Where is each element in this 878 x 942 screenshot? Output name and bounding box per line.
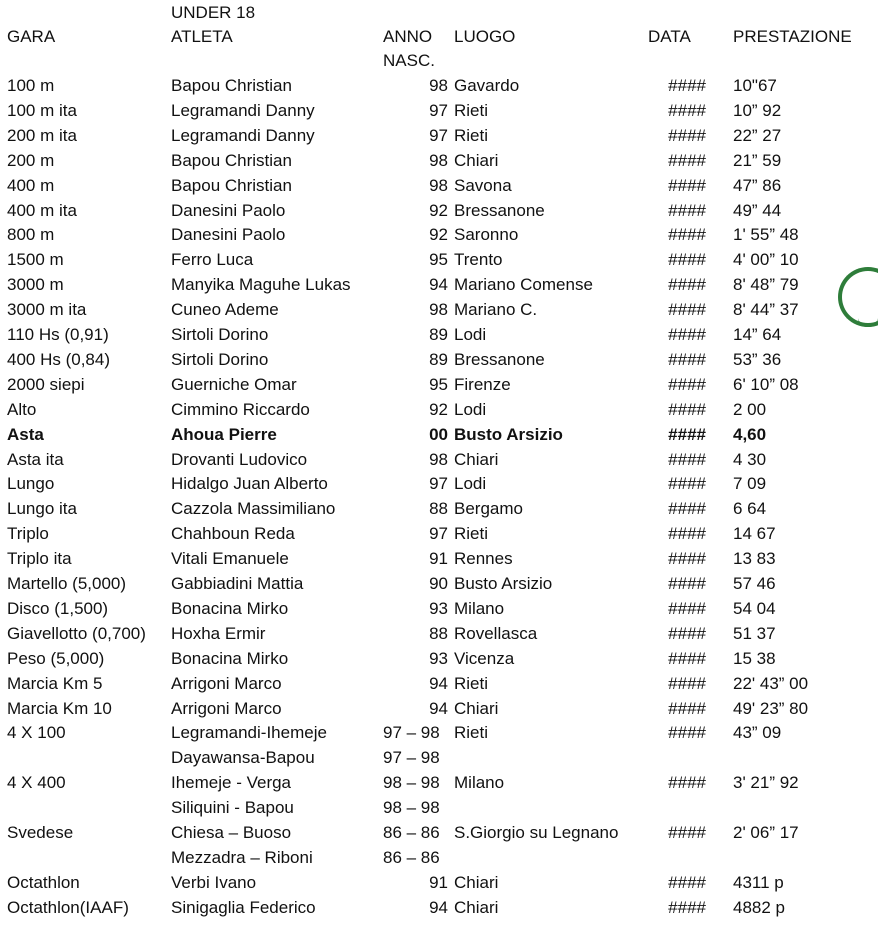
- anno-cell: 95: [429, 250, 448, 269]
- category-label: UNDER 18: [171, 3, 256, 22]
- anno-cell: 86 – 86: [383, 848, 440, 867]
- data-cell: ####: [668, 325, 706, 344]
- prestazione-cell: 1' 55” 48: [733, 225, 799, 244]
- gara-cell: 100 m ita: [7, 101, 77, 120]
- header-data: DATA: [648, 27, 691, 46]
- atleta-cell: Bapou Christian: [171, 151, 292, 170]
- prestazione-cell: 13 83: [733, 549, 776, 568]
- prestazione-cell: 49' 23” 80: [733, 699, 809, 718]
- data-cell: ####: [668, 599, 706, 618]
- prestazione-cell: 8' 48” 79: [733, 275, 799, 294]
- gara-cell: Peso (5,000): [7, 649, 105, 668]
- data-cell: ####: [668, 350, 706, 369]
- prestazione-cell: 51 37: [733, 624, 776, 643]
- anno-cell: 98: [429, 300, 448, 319]
- anno-cell: 92: [429, 225, 448, 244]
- data-cell: ####: [668, 499, 706, 518]
- gara-cell: Asta: [7, 425, 44, 444]
- atleta-cell: Danesini Paolo: [171, 225, 286, 244]
- prestazione-cell: 7 09: [733, 474, 767, 493]
- header-atleta: ATLETA: [171, 27, 233, 46]
- anno-cell: 88: [429, 499, 448, 518]
- prestazione-cell: 3' 21” 92: [733, 773, 799, 792]
- atleta-cell: Ferro Luca: [171, 250, 254, 269]
- atleta-cell: Bapou Christian: [171, 176, 292, 195]
- gara-cell: 400 m: [7, 176, 55, 195]
- atleta-cell: Verbi Ivano: [171, 873, 257, 892]
- luogo-cell: Lodi: [454, 400, 487, 419]
- header-prestazione: PRESTAZIONE: [733, 27, 852, 46]
- anno-cell: 93: [429, 649, 448, 668]
- luogo-cell: Rennes: [454, 549, 513, 568]
- gara-cell: 800 m: [7, 225, 55, 244]
- anno-cell: 98: [429, 151, 448, 170]
- gara-cell: Octathlon(IAAF): [7, 898, 129, 917]
- gara-cell: Octathlon: [7, 873, 80, 892]
- prestazione-cell: 47” 86: [733, 176, 782, 195]
- luogo-cell: Rieti: [454, 524, 489, 543]
- data-cell: ####: [668, 425, 706, 444]
- data-cell: ####: [668, 275, 706, 294]
- gara-cell: 1500 m: [7, 250, 64, 269]
- atleta-cell: Chahboun Reda: [171, 524, 295, 543]
- anno-cell: 88: [429, 624, 448, 643]
- data-cell: [640, 846, 706, 870]
- luogo-cell: Rieti: [454, 723, 489, 742]
- anno-cell: 92: [429, 400, 448, 419]
- gara-cell: Marcia Km 5: [7, 674, 103, 693]
- atleta-cell: Sinigaglia Federico: [171, 898, 316, 917]
- anno-cell: 92: [429, 201, 448, 220]
- prestazione-cell: 4882 p: [733, 898, 785, 917]
- atleta-cell: Drovanti Ludovico: [171, 450, 308, 469]
- anno-cell: 98: [429, 76, 448, 95]
- gara-cell: 3000 m: [7, 275, 64, 294]
- luogo-cell: Savona: [454, 176, 512, 195]
- gara-cell: Martello (5,000): [7, 574, 127, 593]
- luogo-cell: Bressanone: [454, 201, 545, 220]
- gara-cell: Marcia Km 10: [7, 699, 112, 718]
- anno-cell: 89: [429, 350, 448, 369]
- luogo-cell: Firenze: [454, 375, 511, 394]
- atleta-cell: Hoxha Ermir: [171, 624, 266, 643]
- anno-cell: 90: [429, 574, 448, 593]
- prestazione-cell: 57 46: [733, 574, 776, 593]
- luogo-cell: S.Giorgio su Legnano: [454, 823, 619, 842]
- prestazione-cell: 14” 64: [733, 325, 782, 344]
- prestazione-cell: 15 38: [733, 649, 776, 668]
- data-cell: ####: [668, 176, 706, 195]
- atleta-cell: Bonacina Mirko: [171, 649, 289, 668]
- gara-cell: 400 Hs (0,84): [7, 350, 110, 369]
- gara-cell: Svedese: [7, 823, 74, 842]
- prestazione-cell: 4 30: [733, 450, 767, 469]
- atleta-cell: Legramandi Danny: [171, 101, 315, 120]
- atleta-cell: Bonacina Mirko: [171, 599, 289, 618]
- anno-cell: 95: [429, 375, 448, 394]
- luogo-cell: [454, 846, 650, 870]
- gara-cell: 110 Hs (0,91): [7, 325, 109, 344]
- atleta-cell: Arrigoni Marco: [171, 699, 282, 718]
- atleta-cell: Danesini Paolo: [171, 201, 286, 220]
- gara-cell: 3000 m ita: [7, 300, 87, 319]
- anno-cell: 97 – 98: [383, 723, 440, 742]
- header-luogo: LUOGO: [454, 27, 516, 46]
- gara-cell: Lungo ita: [7, 499, 77, 518]
- luogo-cell: Milano: [454, 599, 505, 618]
- data-cell: ####: [668, 524, 706, 543]
- gara-cell: 200 m ita: [7, 126, 77, 145]
- anno-cell: 98 – 98: [383, 773, 440, 792]
- prestazione-cell: 4' 00” 10: [733, 250, 799, 269]
- data-cell: ####: [668, 624, 706, 643]
- data-cell: ####: [668, 76, 706, 95]
- atleta-cell: Cuneo Ademe: [171, 300, 279, 319]
- anno-cell: 89: [429, 325, 448, 344]
- anno-cell: 97: [429, 126, 448, 145]
- gara-cell: 400 m ita: [7, 201, 77, 220]
- anno-cell: 98: [429, 450, 448, 469]
- atleta-cell: Cazzola Massimiliano: [171, 499, 336, 518]
- atleta-cell: Legramandi Danny: [171, 126, 315, 145]
- data-cell: ####: [668, 375, 706, 394]
- data-cell: ####: [668, 474, 706, 493]
- prestazione-cell: 10"67: [733, 76, 777, 95]
- atleta-cell: Chiesa – Buoso: [171, 823, 292, 842]
- prestazione-cell: 4,60: [733, 425, 767, 444]
- luogo-cell: Saronno: [454, 225, 519, 244]
- atleta-cell: Ihemeje - Verga: [171, 773, 292, 792]
- luogo-cell: Bressanone: [454, 350, 545, 369]
- header-gara: GARA: [7, 27, 56, 46]
- prestazione-cell: 2 00: [733, 400, 767, 419]
- atleta-cell: Mezzadra – Riboni: [171, 848, 313, 867]
- gara-cell: 4 X 400: [7, 773, 66, 792]
- prestazione-cell: 21” 59: [733, 151, 782, 170]
- prestazione-cell: 14 67: [733, 524, 776, 543]
- prestazione-cell: 53” 36: [733, 350, 782, 369]
- luogo-cell: [454, 746, 650, 770]
- atleta-cell: Bapou Christian: [171, 76, 292, 95]
- gara-cell: 4 X 100: [7, 723, 66, 742]
- luogo-cell: Chiari: [454, 151, 499, 170]
- luogo-cell: Rieti: [454, 674, 489, 693]
- prestazione-cell: 2' 06” 17: [733, 823, 799, 842]
- luogo-cell: Chiari: [454, 898, 499, 917]
- luogo-cell: Trento: [454, 250, 503, 269]
- anno-cell: 94: [429, 898, 448, 917]
- luogo-cell: Lodi: [454, 474, 487, 493]
- atleta-cell: Sirtoli Dorino: [171, 325, 269, 344]
- anno-cell: 97: [429, 101, 448, 120]
- gara-cell: Alto: [7, 400, 37, 419]
- data-cell: [640, 746, 706, 770]
- luogo-cell: Vicenza: [454, 649, 515, 668]
- gara-cell: Disco (1,500): [7, 599, 109, 618]
- luogo-cell: Chiari: [454, 873, 499, 892]
- data-cell: ####: [668, 250, 706, 269]
- anno-cell: 97 – 98: [383, 748, 440, 767]
- anno-cell: 00: [429, 425, 448, 444]
- atleta-cell: Hidalgo Juan Alberto: [171, 474, 328, 493]
- prestazione-cell: 22' 43” 00: [733, 674, 809, 693]
- anno-cell: 97: [429, 474, 448, 493]
- prestazione-cell: 10” 92: [733, 101, 782, 120]
- data-cell: ####: [668, 873, 706, 892]
- atleta-cell: Guerniche Omar: [171, 375, 297, 394]
- anno-cell: 97: [429, 524, 448, 543]
- gara-cell: 2000 siepi: [7, 375, 85, 394]
- luogo-cell: [454, 796, 650, 820]
- luogo-cell: Lodi: [454, 325, 487, 344]
- anno-cell: 98: [429, 176, 448, 195]
- luogo-cell: Gavardo: [454, 76, 520, 95]
- data-cell: ####: [668, 300, 706, 319]
- data-cell: ####: [668, 126, 706, 145]
- luogo-cell: Busto Arsizio: [454, 425, 563, 444]
- anno-cell: 94: [429, 674, 448, 693]
- prestazione-cell: 6' 10” 08: [733, 375, 799, 394]
- luogo-cell: Mariano Comense: [454, 275, 593, 294]
- luogo-cell: Bergamo: [454, 499, 523, 518]
- prestazione-cell: 4311 p: [733, 873, 784, 892]
- anno-cell: 94: [429, 275, 448, 294]
- anno-cell: 94: [429, 699, 448, 718]
- data-cell: ####: [668, 574, 706, 593]
- data-cell: ####: [668, 225, 706, 244]
- gara-cell: Triplo ita: [7, 549, 72, 568]
- data-cell: ####: [668, 649, 706, 668]
- data-cell: ####: [668, 699, 706, 718]
- atleta-cell: Dayawansa-Bapou: [171, 748, 315, 767]
- data-cell: [640, 796, 706, 820]
- anno-cell: 98 – 98: [383, 798, 440, 817]
- luogo-cell: Milano: [454, 773, 505, 792]
- gara-cell: Triplo: [7, 524, 49, 543]
- data-cell: ####: [668, 773, 706, 792]
- data-cell: ####: [668, 450, 706, 469]
- data-cell: ####: [668, 674, 706, 693]
- atleta-cell: Arrigoni Marco: [171, 674, 282, 693]
- data-cell: ####: [668, 723, 706, 742]
- gara-cell: 200 m: [7, 151, 55, 170]
- data-cell: ####: [668, 101, 706, 120]
- luogo-cell: Mariano C.: [454, 300, 538, 319]
- atleta-cell: Ahoua Pierre: [171, 425, 277, 444]
- atleta-cell: Legramandi-Ihemeje: [171, 723, 327, 742]
- header-anno-nasc: NASC.: [383, 51, 435, 70]
- anno-cell: 86 – 86: [383, 823, 440, 842]
- prestazione-cell: 6 64: [733, 499, 767, 518]
- atleta-cell: Sirtoli Dorino: [171, 350, 269, 369]
- luogo-cell: Chiari: [454, 450, 499, 469]
- prestazione-cell: 8' 44” 37: [733, 300, 799, 319]
- atleta-cell: Vitali Emanuele: [171, 549, 289, 568]
- luogo-cell: Rovellasca: [454, 624, 538, 643]
- gara-cell: Lungo: [7, 474, 55, 493]
- luogo-cell: Chiari: [454, 699, 499, 718]
- data-cell: ####: [668, 898, 706, 917]
- prestazione-cell: 54 04: [733, 599, 776, 618]
- prestazione-cell: 22” 27: [733, 126, 782, 145]
- anno-cell: 93: [429, 599, 448, 618]
- atleta-cell: Cimmino Riccardo: [171, 400, 310, 419]
- gara-cell: 100 m: [7, 76, 55, 95]
- luogo-cell: Busto Arsizio: [454, 574, 553, 593]
- data-cell: ####: [668, 400, 706, 419]
- data-cell: ####: [668, 549, 706, 568]
- data-cell: ####: [668, 201, 706, 220]
- atleta-cell: Manyika Maguhe Lukas: [171, 275, 351, 294]
- prestazione-cell: 43” 09: [733, 723, 782, 742]
- prestazione-cell: 49” 44: [733, 201, 782, 220]
- data-cell: ####: [668, 151, 706, 170]
- gara-cell: Asta ita: [7, 450, 64, 469]
- header-anno: ANNO: [383, 27, 433, 46]
- anno-cell: 91: [429, 873, 448, 892]
- luogo-cell: Rieti: [454, 101, 489, 120]
- atleta-cell: Siliquini - Bapou: [171, 798, 294, 817]
- atleta-cell: Gabbiadini Mattia: [171, 574, 304, 593]
- anno-cell: 91: [429, 549, 448, 568]
- gara-cell: Giavellotto (0,700): [7, 624, 146, 643]
- data-cell: ####: [668, 823, 706, 842]
- luogo-cell: Rieti: [454, 126, 489, 145]
